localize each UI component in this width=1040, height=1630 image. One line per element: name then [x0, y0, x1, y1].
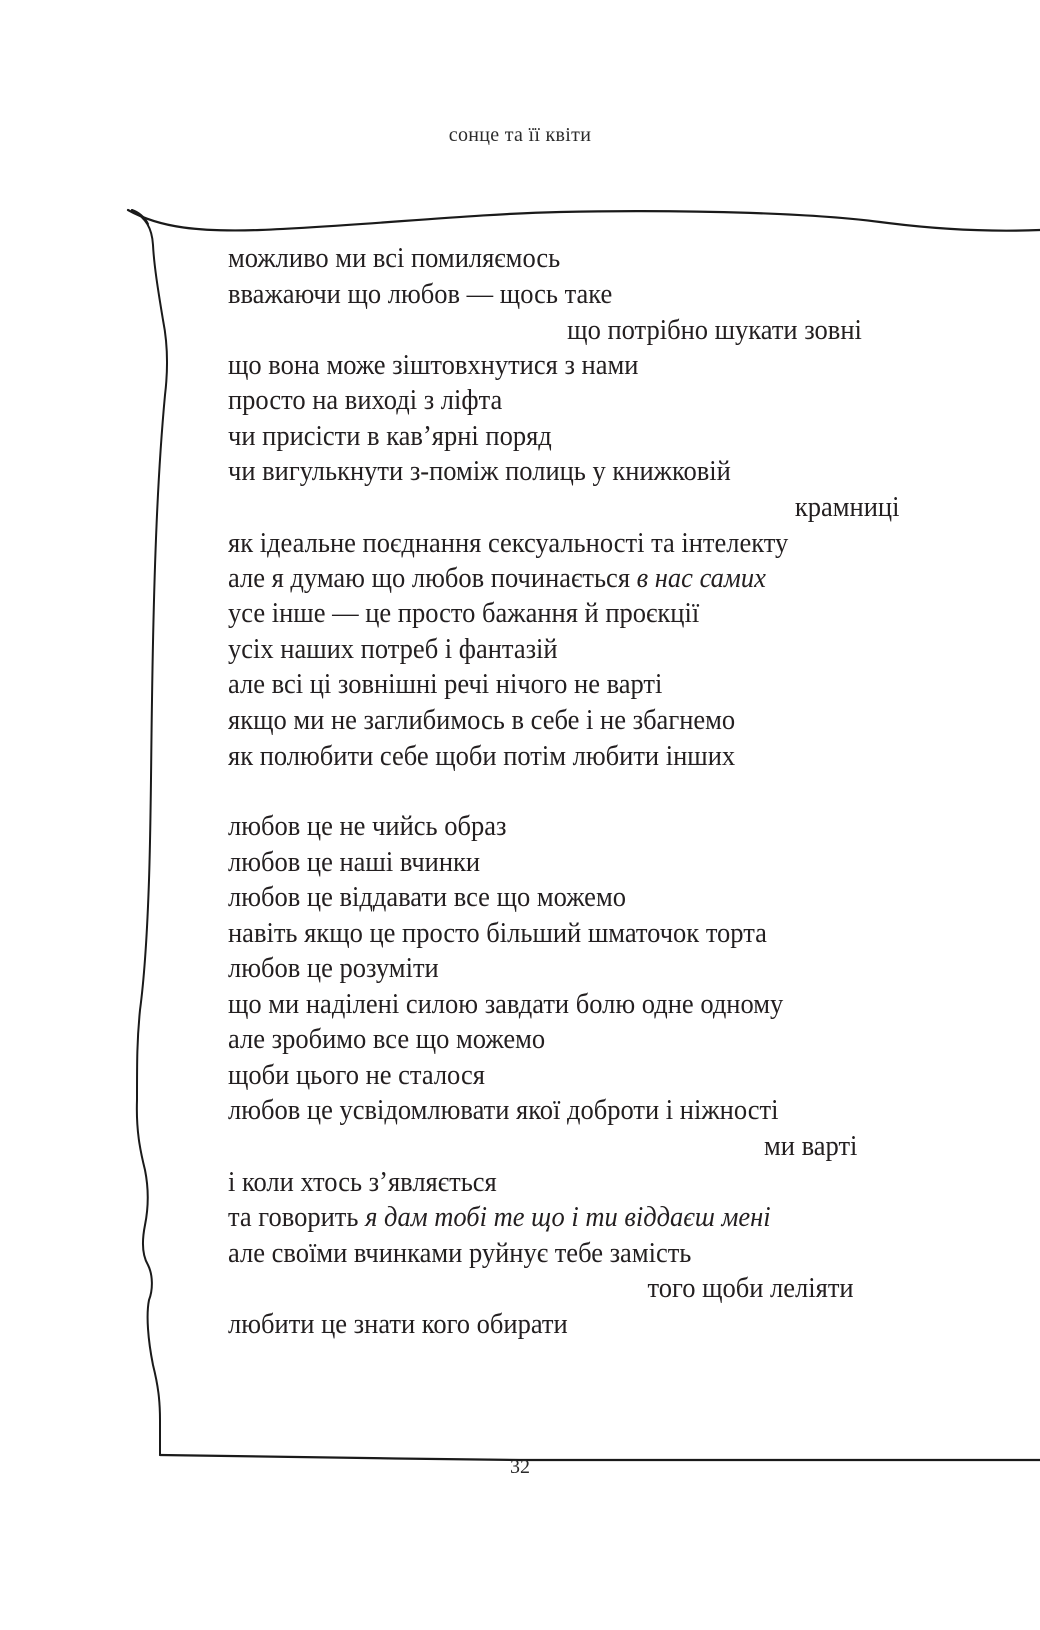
line-text: любов це розуміти	[228, 953, 439, 984]
poem-line	[228, 671, 662, 700]
line-text: що ми наділені силою завдати болю одне одному	[228, 989, 784, 1020]
poem-line	[228, 920, 767, 949]
line-text: любов це не чийсь образ	[228, 811, 507, 842]
poem-line	[228, 352, 638, 381]
frame-top-border	[128, 210, 1040, 231]
line-text: але всі ці зовнішні речі нічого не варті	[228, 669, 663, 700]
poem-line	[228, 387, 502, 416]
line-text: любити це знати кого обирати	[228, 1309, 568, 1340]
poem-line	[228, 884, 626, 913]
line-text: та говорить	[228, 1202, 366, 1233]
poem-line-indented	[567, 317, 862, 346]
poem-line	[228, 955, 439, 984]
poem-line	[228, 1097, 778, 1126]
line-text: вважаючи що любов — щось таке	[228, 279, 613, 310]
poem-line	[228, 281, 612, 310]
line-text: любов це усвідомлювати якої доброти і ніжності	[228, 1095, 779, 1126]
poem-line	[228, 1311, 568, 1340]
poem-line	[228, 600, 699, 629]
line-text: любов це наші вчинки	[228, 847, 481, 878]
poem-line	[228, 849, 480, 878]
poem-line-indented	[648, 1275, 854, 1304]
poem-line	[228, 245, 560, 274]
poem-line	[228, 1240, 691, 1269]
line-italic-text: в нас самих	[636, 563, 766, 594]
poem-line	[228, 530, 788, 559]
frame-corner-flourish	[132, 210, 148, 224]
line-text: крамниці	[794, 492, 899, 523]
line-text: як ідеальне поєднання сексуальності та інтелекту	[228, 528, 789, 559]
poem-line	[228, 1062, 485, 1091]
line-text: але своїми вчинками руйнує тебе замість	[228, 1238, 692, 1269]
line-text: але зробимо все що можемо	[228, 1024, 546, 1055]
line-text: чи присісти в кав’ярні поряд	[228, 421, 552, 452]
line-italic-text: я дам тобі те що і ти віддаєш мені	[365, 1202, 771, 1233]
poem-line	[228, 565, 766, 594]
line-text: якщо ми не заглибимось в себе і не збагнемо	[228, 705, 736, 736]
line-text: як полюбити себе щоби потім любити інших	[228, 741, 736, 772]
line-text: усіх наших потреб і фантазій	[228, 634, 558, 665]
line-text: і коли хтось з’являється	[228, 1167, 497, 1198]
frame-left-border	[132, 210, 167, 1455]
poem-line	[228, 1204, 771, 1233]
line-text: щоби цього не сталося	[228, 1060, 485, 1091]
running-head: сонце та її квіти	[448, 124, 592, 146]
line-text: чи вигулькнути з-поміж полиць у книжковій	[228, 456, 731, 487]
poem-line	[228, 813, 506, 842]
line-text: але я думаю що любов починається	[228, 563, 637, 594]
line-text: усе інше — це просто бажання й проєкції	[228, 598, 700, 629]
line-text: просто на виході з ліфта	[228, 385, 503, 416]
poem-line	[228, 743, 735, 772]
poem-line	[228, 1169, 497, 1198]
line-text: можливо ми всі помиляємось	[228, 243, 561, 274]
poem-line	[228, 991, 783, 1020]
poem-line	[228, 1026, 545, 1055]
line-text: любов це віддавати все що можемо	[228, 882, 626, 913]
poem-line	[228, 707, 735, 736]
line-text: ми варті	[763, 1131, 857, 1162]
line-text: навіть якщо це просто більший шматочок торта	[228, 918, 767, 949]
poem-line	[228, 636, 558, 665]
poem-line	[228, 423, 552, 452]
line-text: що вона може зіштовхнутися з нами	[228, 350, 639, 381]
page-number: 32	[510, 1456, 530, 1478]
poem-line-indented	[764, 1133, 857, 1162]
poem-line-indented	[794, 494, 899, 523]
line-text: що потрібно шукати зовні	[567, 315, 862, 346]
poem-line	[228, 458, 731, 487]
line-text: того щоби леліяти	[647, 1273, 854, 1304]
